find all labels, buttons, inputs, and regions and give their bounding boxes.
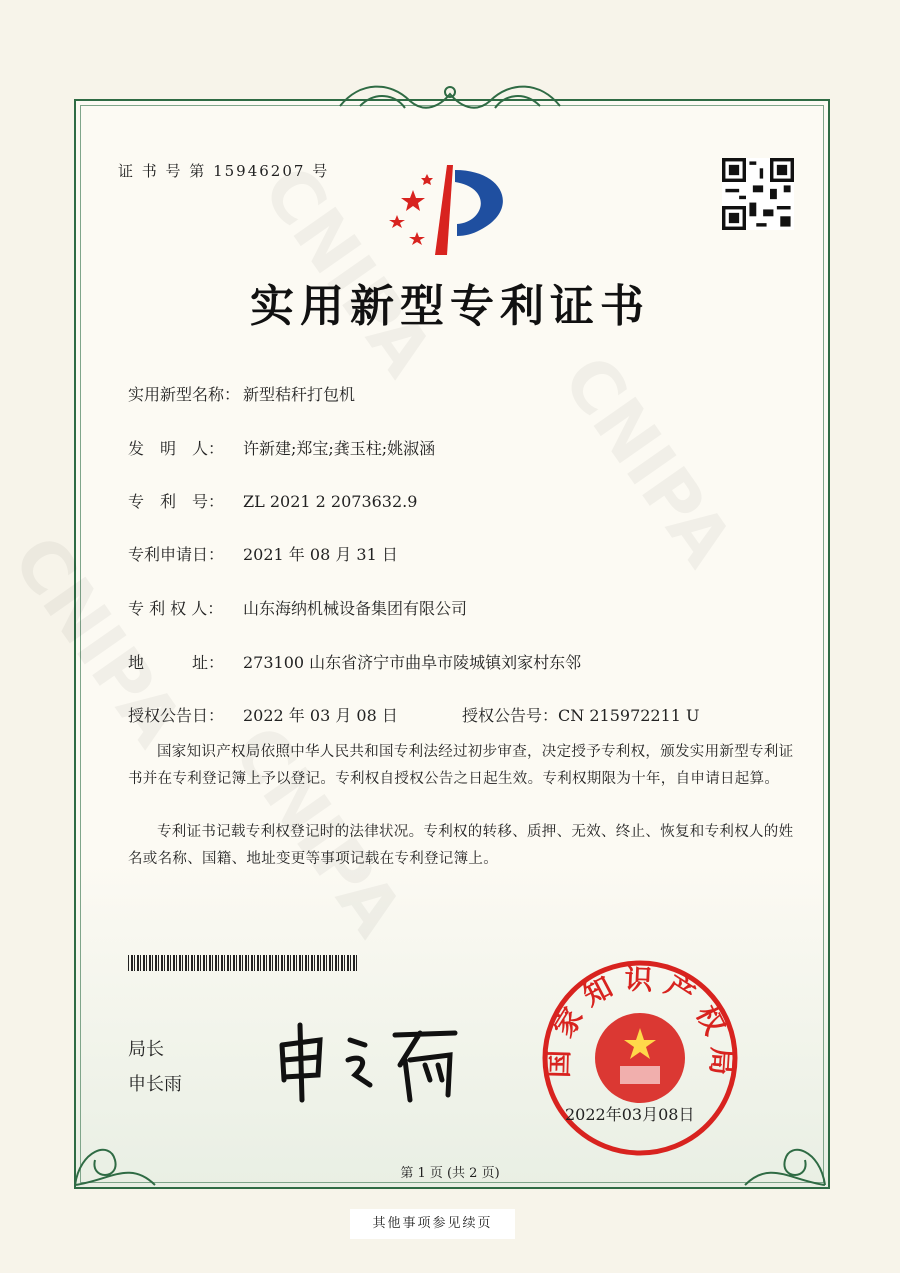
signatory-name: 申长雨 — [128, 1074, 182, 1095]
qr-code — [722, 158, 794, 230]
field-inventors — [128, 436, 435, 459]
signatory-title: 局长 — [128, 1039, 164, 1060]
continued-note: 其他事项参见续页 — [350, 1209, 515, 1239]
field-grant-date — [128, 703, 398, 726]
top-ornament — [330, 76, 570, 122]
field-label: 授权公告日： — [128, 706, 225, 725]
field-label: 地 址： — [128, 653, 225, 672]
handwritten-signature — [270, 1015, 470, 1105]
seal-date: 2022年03月08日 — [565, 1105, 695, 1124]
field-value: 2021 年 08 月 31 日 — [243, 545, 398, 564]
field-value: 2022 年 03 月 08 日 — [243, 706, 398, 725]
field-label: 实用新型名称： — [128, 385, 241, 404]
field-publication-number — [462, 703, 700, 726]
field-value: 273100 山东省济宁市曲阜市陵城镇刘家村东邻 — [243, 653, 582, 672]
field-patentee — [128, 596, 467, 619]
field-address — [128, 650, 581, 673]
field-label: 专利申请日： — [128, 545, 225, 564]
page-number: 第 1 页 (共 2 页) — [400, 1166, 500, 1181]
field-name — [128, 382, 355, 405]
field-label: 授权公告号： — [462, 706, 559, 725]
field-label: 专 利 号： — [128, 492, 225, 511]
statement-paragraph: 专利证书记载专利权登记时的法律状况。专利权的转移、质押、无效、终止、恢复和专利权人的姓名或名称、国籍、地址变更等事项记载在专利登记簿上。 — [128, 824, 794, 867]
field-patent-number — [128, 489, 417, 512]
cnipa-logo — [385, 160, 520, 255]
certificate-title: 实用新型专利证书 — [250, 281, 650, 332]
field-label: 发 明 人： — [128, 439, 225, 458]
official-seal — [540, 958, 740, 1158]
statement-paragraph: 国家知识产权局依照中华人民共和国专利法经过初步审查，决定授予专利权，颁发实用新型专利证书并在专利登记簿上予以登记。专利权自授权公告之日起生效。专利权期限为十年，自申请日起算。 — [128, 744, 794, 787]
certificate-number: 证 书 号 第 15946207 号 — [118, 162, 330, 180]
field-value: ZL 2021 2 2073632.9 — [243, 492, 418, 511]
barcode — [128, 955, 358, 971]
field-value: 山东海纳机械设备集团有限公司 — [243, 599, 468, 618]
field-application-date — [128, 542, 398, 565]
field-value: 新型秸秆打包机 — [243, 385, 356, 404]
seal-text: 国家知识产权局 — [541, 962, 739, 1087]
field-value: 许新建;郑宝;龚玉柱;姚淑涵 — [243, 439, 436, 458]
field-value: CN 215972211 U — [558, 706, 700, 725]
field-label: 专 利 权 人： — [128, 599, 224, 618]
